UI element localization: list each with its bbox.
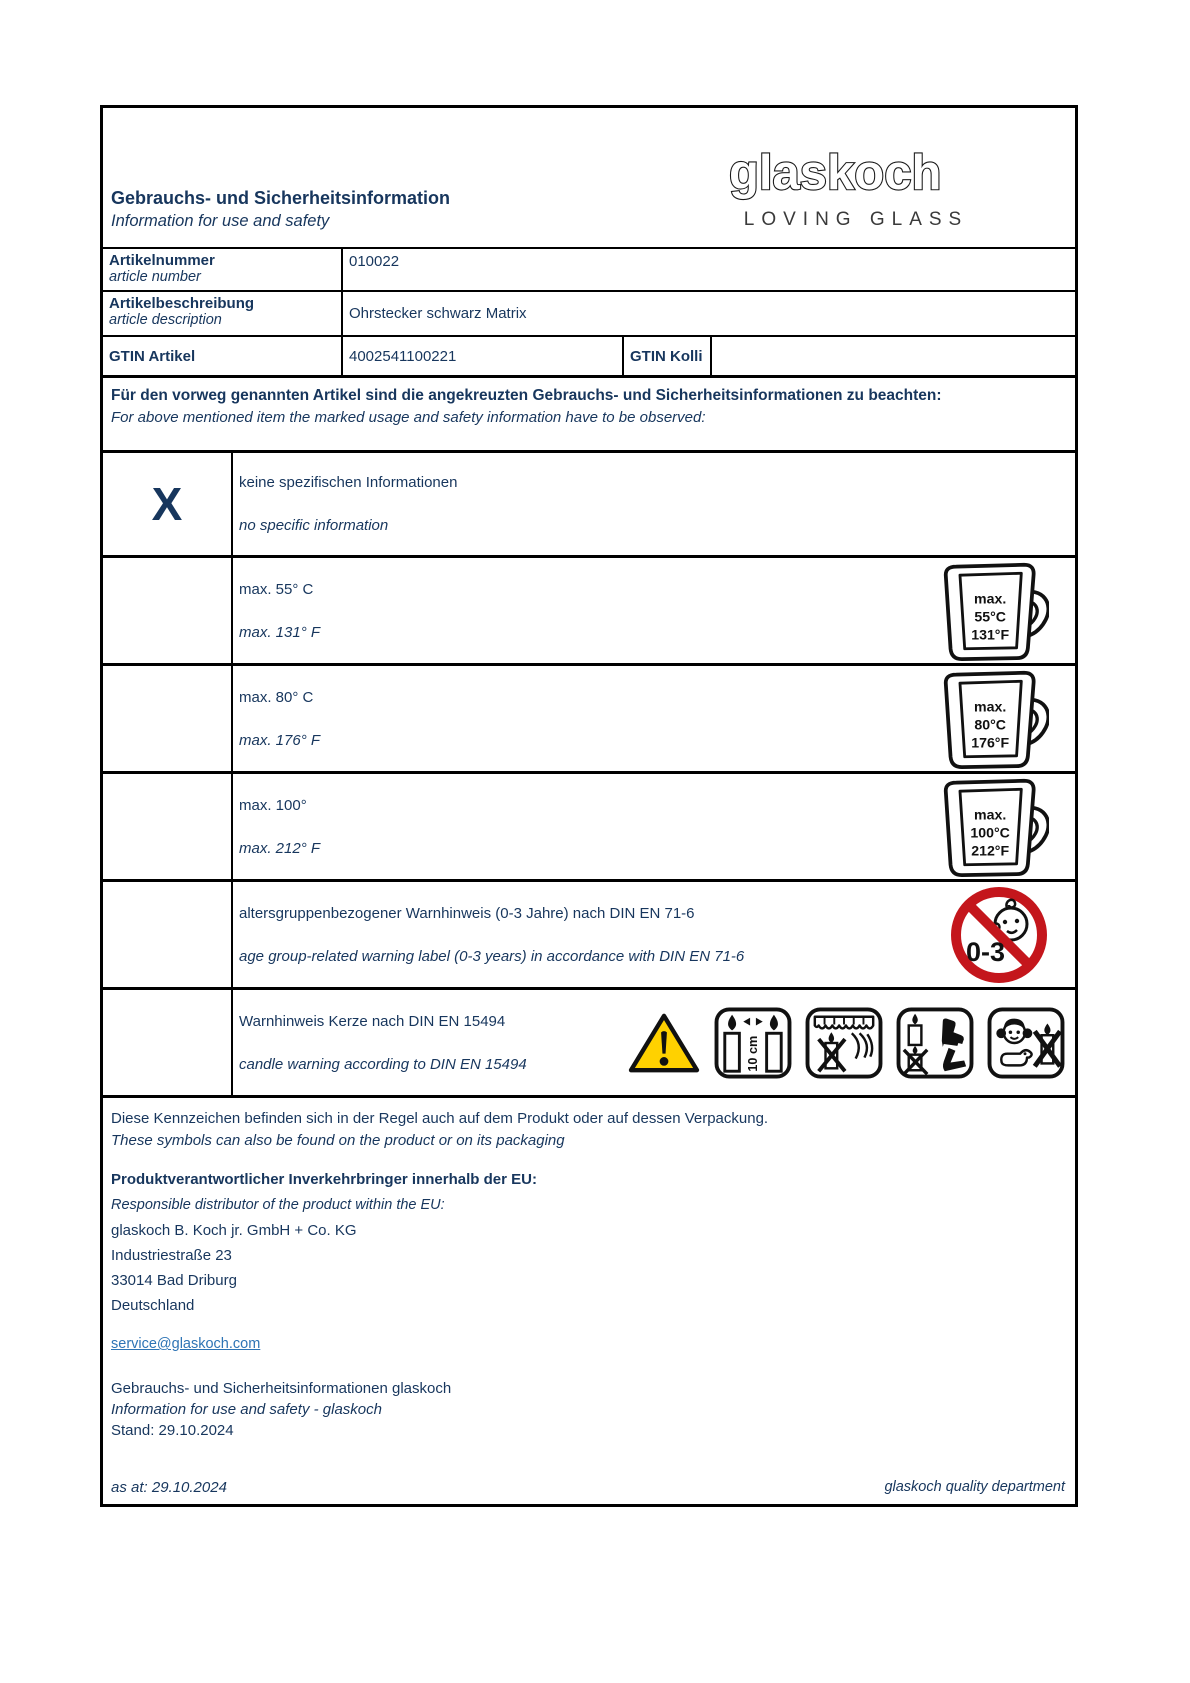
header-titles bbox=[111, 188, 450, 233]
info-row-max-80c bbox=[103, 663, 1075, 771]
document-name-en: Information for use and safety - glaskoch bbox=[111, 1401, 382, 1418]
safety-information-sheet bbox=[100, 105, 1078, 1507]
header bbox=[103, 108, 1075, 247]
svg-text:max.: max. bbox=[974, 697, 1007, 714]
info-row-age-warning bbox=[103, 879, 1075, 987]
svg-text:max.: max. bbox=[974, 589, 1007, 606]
checkbox-mark bbox=[103, 882, 233, 987]
row-text-de: keine spezifischen Informationen bbox=[239, 474, 458, 491]
row-text-en: candle warning according to DIN EN 15494 bbox=[239, 1055, 527, 1073]
article-number-label bbox=[103, 249, 343, 290]
glaskoch-logo-icon bbox=[727, 146, 985, 202]
statement-de: Für den vorweg genannten Artikel sind die angekreuzten Gebrauchs- und Sicherheitsinformationen zu beachten: bbox=[111, 387, 942, 404]
svg-text:80°C: 80°C bbox=[974, 715, 1006, 732]
svg-text:55°C: 55°C bbox=[974, 607, 1006, 624]
symbols-note-en: These symbols can also be found on the product or on its packaging bbox=[111, 1132, 565, 1149]
gtin-article-label: GTIN Artikel bbox=[103, 337, 343, 375]
label-en: article description bbox=[109, 312, 222, 328]
mug-100c-icon bbox=[937, 777, 1049, 877]
info-row-max-55c bbox=[103, 555, 1075, 663]
label-de: Artikelbeschreibung bbox=[109, 295, 255, 312]
company-name: glaskoch B. Koch jr. GmbH + Co. KG bbox=[111, 1222, 357, 1239]
candle-warning-icons bbox=[627, 1007, 1065, 1079]
label-de: Artikelnummer bbox=[109, 252, 215, 269]
label-en: article number bbox=[109, 269, 201, 285]
row-text-de: max. 55° C bbox=[239, 580, 314, 598]
svg-text:0-3: 0-3 bbox=[966, 936, 1006, 967]
symbols-note-de: Diese Kennzeichen befinden sich in der Regel auch auf dem Produkt oder auf dessen Verpackung. bbox=[111, 1110, 769, 1127]
svg-text:100°C: 100°C bbox=[970, 823, 1010, 840]
keep-away-from-furniture-icon bbox=[896, 1007, 974, 1079]
info-row-max-100c bbox=[103, 771, 1075, 879]
row-text-en: age group-related warning label (0-3 years) in accordance with DIN EN 71-6 bbox=[239, 947, 745, 965]
article-description-label bbox=[103, 292, 343, 335]
row-text-de: altersgruppenbezogener Warnhinweis (0-3 Jahre) nach DIN EN 71-6 bbox=[239, 904, 695, 922]
mug-55c-icon bbox=[937, 561, 1049, 661]
keep-away-from-curtains-icon bbox=[805, 1007, 883, 1079]
company-city: 33014 Bad Driburg bbox=[111, 1272, 237, 1289]
quality-department-label: glaskoch quality department bbox=[884, 1479, 1065, 1495]
document-date-de: Stand: 29.10.2024 bbox=[111, 1422, 234, 1439]
page-title-english: Information for use and safety bbox=[111, 212, 330, 230]
row-text-de: max. 100° bbox=[239, 796, 307, 814]
row-text-de: max. 80° C bbox=[239, 688, 314, 706]
warning-triangle-icon bbox=[627, 1011, 701, 1075]
gtin-kolli-label: GTIN Kolli bbox=[624, 337, 712, 375]
row-text-en: no specific information bbox=[239, 517, 389, 534]
company-country: Deutschland bbox=[111, 1297, 195, 1314]
checkbox-mark bbox=[103, 666, 233, 771]
mug-80c-icon bbox=[937, 669, 1049, 769]
statement-en: For above mentioned item the marked usage and safety information have to be observed: bbox=[111, 409, 706, 426]
logo-text: glaskoch bbox=[729, 146, 942, 200]
usage-statement bbox=[103, 375, 1075, 450]
svg-text:176°F: 176°F bbox=[971, 733, 1010, 750]
company-logo bbox=[727, 146, 985, 233]
footer bbox=[103, 1095, 1075, 1504]
article-info-table bbox=[103, 247, 1075, 375]
svg-text:131°F: 131°F bbox=[971, 625, 1010, 642]
service-email-link[interactable]: service@glaskoch.com bbox=[111, 1336, 261, 1352]
svg-text:212°F: 212°F bbox=[971, 841, 1010, 858]
page-title: Gebrauchs- und Sicherheitsinformation bbox=[111, 188, 451, 208]
article-description-value: Ohrstecker schwarz Matrix bbox=[349, 305, 527, 322]
company-street: Industriestraße 23 bbox=[111, 1247, 232, 1264]
checkbox-mark bbox=[103, 990, 233, 1095]
candle-distance-10cm-icon bbox=[714, 1007, 792, 1079]
gtin-article-value: 4002541100221 bbox=[343, 337, 624, 375]
document-date-en: as at: 29.10.2024 bbox=[111, 1479, 227, 1496]
checkbox-mark: X bbox=[103, 453, 233, 555]
svg-text:10 cm: 10 cm bbox=[745, 1035, 760, 1072]
keep-away-from-children-pets-icon bbox=[987, 1007, 1065, 1079]
distributor-label-en: Responsible distributor of the product within the EU: bbox=[111, 1197, 445, 1213]
row-text-en: max. 131° F bbox=[239, 623, 321, 641]
table-row-gtin bbox=[103, 337, 1075, 375]
age-0-3-prohibition-icon bbox=[941, 884, 1057, 986]
info-row-no-specific bbox=[103, 450, 1075, 555]
checkbox-mark bbox=[103, 558, 233, 663]
document-name-de: Gebrauchs- und Sicherheitsinformationen glaskoch bbox=[111, 1380, 452, 1397]
table-row-article-description bbox=[103, 292, 1075, 337]
row-text-de: Warnhinweis Kerze nach DIN EN 15494 bbox=[239, 1012, 506, 1030]
checkbox-mark bbox=[103, 774, 233, 879]
distributor-label-de: Produktverantwortlicher Inverkehrbringer innerhalb der EU: bbox=[111, 1171, 537, 1188]
gtin-kolli-value bbox=[712, 337, 1075, 375]
logo-tagline: LOVING GLASS bbox=[743, 209, 969, 230]
table-row-article-number bbox=[103, 249, 1075, 292]
info-row-candle-warning bbox=[103, 987, 1075, 1095]
row-text-en: max. 212° F bbox=[239, 839, 321, 857]
row-text-en: max. 176° F bbox=[239, 731, 321, 749]
svg-text:max.: max. bbox=[974, 805, 1007, 822]
article-number-value: 010022 bbox=[349, 253, 400, 270]
